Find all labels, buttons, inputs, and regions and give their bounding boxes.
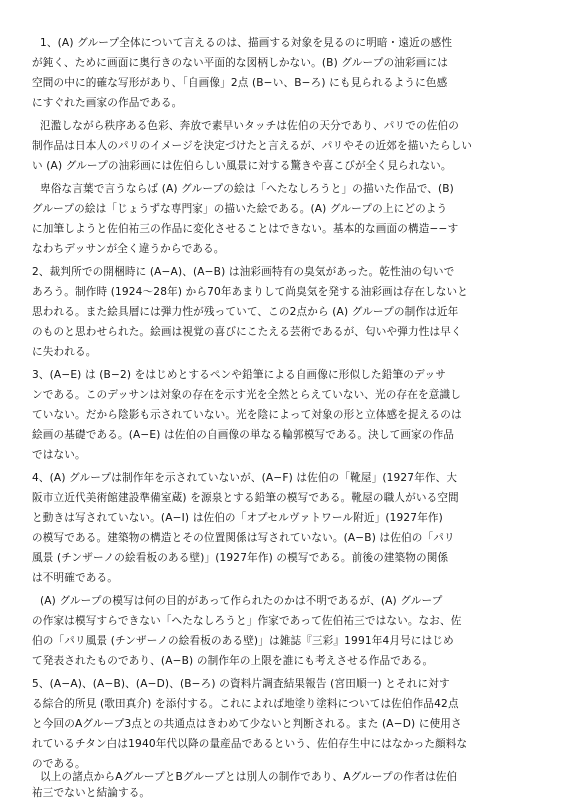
text-line: の作家は模写すらできない「へたなしろうと」作家であって佐伯祐三ではない。なお、佐	[32, 615, 462, 627]
text-line: (A) グループの模写は何の目的があって作られたのかは不明であるが、(A) グループ	[40, 595, 443, 607]
text-line: 思われる。また絵具層には弾力性が残っていて、この2点から (A) グループの制作は近年	[32, 306, 459, 318]
text-line: 絵画の基礎である。(A−E) は佐伯の自画像の単なる輪郭模写である。決して画家の作品	[32, 429, 455, 441]
text-line: のものと思わせられた。絵画は視覚の喜びにこたえる芸術であるが、匂いや弾力性は早く	[32, 326, 462, 338]
text-line: と動きは写されていない。(A−I) は佐伯の「オプセルヴァトワール附近」(1927年作)	[32, 512, 443, 524]
text-line: 制作品は日本人のパリのイメージを決定づけたと言えるが、パリやその近郊を描いたらしい	[32, 140, 473, 152]
text-line: 祐三でないと結論する。	[32, 787, 151, 799]
text-line: あろう。制作時 (1924〜28年) から70年あまりして尚臭気を発する油彩画は存在しないと	[32, 286, 469, 298]
text-line: と今回のAグループ3点との共通点はきわめて少ないと判断される。また (A−D) に使用さ	[32, 718, 462, 730]
text-line: る綜合的所見 (歌田真介) を添付する。これによれば地塗り塗料については佐伯作品42点	[32, 698, 459, 710]
text-line: ンである。このデッサンは対象の存在を示す光を全然とらえていない、光の存在を意識し	[32, 389, 462, 401]
text-line: 伯の「パリ風景 (チンザーノの絵看板のある壁)」は雑誌『三彩』1991年4月号にはじめ	[32, 635, 454, 647]
text-line: が鈍く、ために画面に奥行きのない平面的な図柄しかない。(B) グループの油彩画には	[32, 57, 448, 69]
text-line: 氾濫しながら秩序ある色彩、奔放で素早いタッチは佐伯の天分であり、パリでの佐伯の	[40, 120, 460, 132]
text-line: 阪市立近代美術館建設準備室蔵) を源泉とする鉛筆の模写である。靴屋の職人がいる空間	[32, 492, 459, 504]
text-line: 2、裁判所での開梱時に (A−A)、(A−B) は油彩画特有の臭気があった。乾性油の匂いで	[32, 266, 455, 278]
text-line: は不明確である。	[32, 572, 118, 584]
text-line: ていない。だから陰影も示されていない。光を陰によって対象の形と立体感を捉えるのは	[32, 409, 462, 421]
text-line: 1、(A) グループ全体について言えるのは、描画する対象を見るのに明暗・遠近の感性	[40, 37, 453, 49]
text-line: 4、(A) グループは制作年を示されていないが、(A−F) は佐伯の「靴屋」(1927年作、大	[32, 472, 458, 484]
text-line: に加筆しようと佐伯祐三の作品に変化させることはできない。基本的な画面の構造−−す	[32, 223, 459, 235]
text-line: 風景 (チンザーノの絵看板のある壁)」(1927年作) の模写である。前後の建築物の関係	[32, 552, 449, 564]
text-line: 空間の中に的確な写形があり、「自画像」2点 (B−い、B−ろ) にも見られるように色感	[32, 77, 448, 89]
text-line: て発表されたものであり、(A−B) の制作年の上限を誰にも考えさせる作品である。	[32, 655, 434, 667]
text-line: れているチタン白は1940年代以降の量産品であるという、佐伯存生中にはなかった顔料な	[32, 738, 468, 750]
text-line: 以上の諸点からAグループとBグループとは別人の制作であり、Aグループの作者は佐伯	[40, 771, 458, 783]
text-line: なわちデッサンが全く違うからである。	[32, 243, 225, 255]
text-line: グループの絵は「じょうずな専門家」の描いた絵である。(A) グループの上にどのよう	[32, 203, 448, 215]
text-line: の模写である。建築物の構造とその位置関係は写されていない。(A−B) は佐伯の「パリ	[32, 532, 455, 544]
text-line: 3、(A−E) は (B−2) をはじめとするペンや鉛筆による自画像に形似した鉛筆のデッサ	[32, 369, 447, 381]
text-line: ではない。	[32, 449, 86, 461]
text-line: に失われる。	[32, 346, 97, 358]
text-line: 5、(A−A)、(A−B)、(A−D)、(B−ろ) の資料片調査結果報告 (宮田順一) とそれに対す	[32, 678, 450, 690]
text-line: のである。	[32, 758, 86, 770]
text-line: にすぐれた画家の作品である。	[32, 97, 183, 109]
text-line: 卑俗な言葉で言うならば (A) グループの絵は「へたなしろうと」の描いた作品で、(B)	[40, 183, 454, 195]
text-line: い (A) グループの油彩画には佐伯らしい風景に対する驚きや喜こびが全く見られない。	[32, 160, 452, 172]
